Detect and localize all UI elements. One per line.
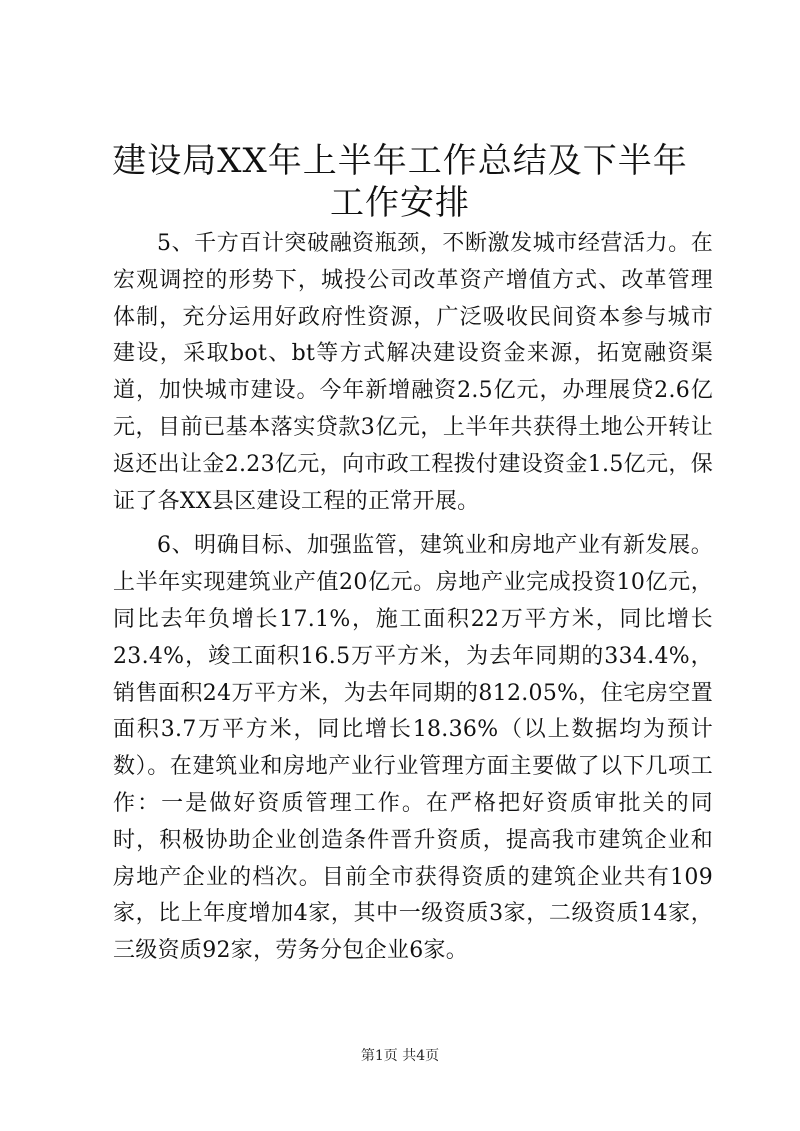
paragraph-construction-industry: 6、明确目标、加强监管，建筑业和房地产业有新发展。上半年实现建筑业产值20亿元。房地产业完成投资10亿元，同比去年负增长17.1%，施工面积22万平方米，同比增长23.4%，竣工面积16.5万平方米，为去年同期的334.4%，销售面积24万平方米，为去年同期的812.05%，住宅房空置面积3.7万平方米，同比增长18.36%（以上数据均为预计数）。在建筑业和房地产业行业管理方面主要做了以下几项工作：一是做好资质管理工作。在严格把好资质审批关的同时，积极协助企业创造条件晋升资质，提高我市建筑企业和房地产企业的档次。目前全市获得资质的建筑企业共有109家，比上年度增加4家，其中一级资质3家，二级资质14家，三级资质92家，劳务分包企业6家。	[113, 533, 713, 964]
document-title: 建设局XX年上半年工作总结及下半年工作安排	[112, 141, 688, 223]
paragraph-financing: 5、千方百计突破融资瓶颈，不断激发城市经营活力。在宏观调控的形势下，城投公司改革资产增值方式、改革管理体制，充分运用好政府性资源，广泛吸收民间资本参与城市建设，采取bot、bt等方式解决建设资金来源，拓宽融资渠道，加快城市建设。今年新增融资2.5亿元，办理展贷2.6亿元，目前已基本落实贷款3亿元，上半年共获得土地公开转让返还出让金2.23亿元，向市政工程拨付建设资金1.5亿元，保证了各XX县区建设工程的正常开展。	[113, 231, 713, 514]
document-body	[113, 226, 713, 970]
page-number-footer: 第1页 共4页	[360, 1048, 440, 1064]
